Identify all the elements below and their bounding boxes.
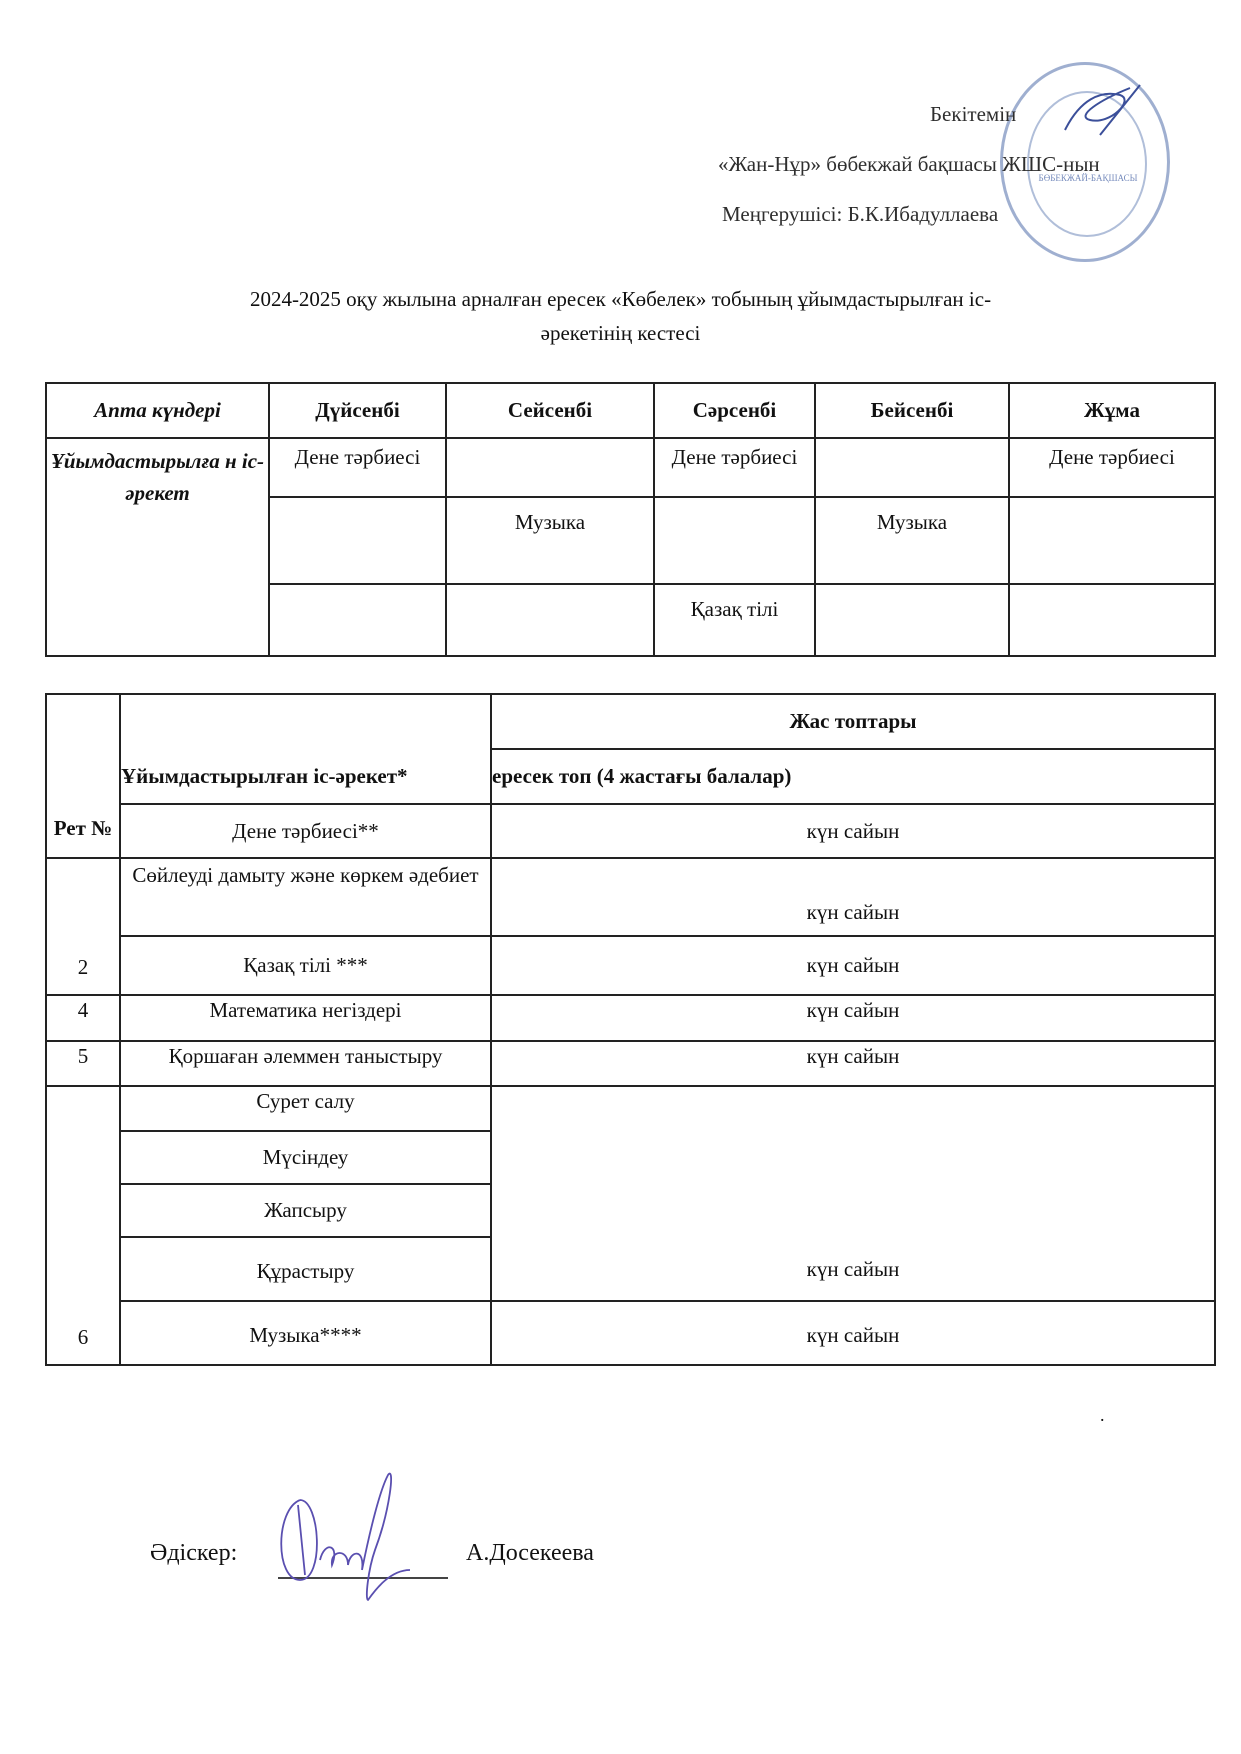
- activity-name: Құрастыру: [120, 1237, 491, 1301]
- table-row: [46, 858, 1215, 936]
- day-tuesday: Сейсенбі: [446, 383, 654, 438]
- document-title: [0, 282, 1241, 350]
- schedule-cell: [654, 497, 815, 584]
- day-friday: Жұма: [1009, 383, 1215, 438]
- table-row: [46, 995, 1215, 1041]
- schedule-cell: Қазақ тілі: [654, 584, 815, 656]
- schedule-cell: [1009, 584, 1215, 656]
- table-row: [46, 936, 1215, 995]
- schedule-cell: [269, 497, 446, 584]
- schedule-cell: [815, 438, 1009, 497]
- approval-director: Меңгерушісі: Б.К.Ибадуллаева: [722, 202, 999, 226]
- row-number: 5: [46, 1041, 120, 1086]
- activity-name: Музыка****: [120, 1301, 491, 1365]
- table-row: [46, 1301, 1215, 1365]
- schedule-cell: [1009, 497, 1215, 584]
- methodist-signature-icon: [270, 1470, 460, 1605]
- weekly-schedule-table: [45, 382, 1216, 657]
- activity-frequency: күн сайын: [491, 995, 1215, 1041]
- activity-name: Мүсіндеу: [120, 1131, 491, 1184]
- schedule-cell: Музыка: [446, 497, 654, 584]
- age-groups-header: Жас топтары: [491, 694, 1215, 749]
- row-number: 6: [46, 1086, 120, 1365]
- schedule-cell: Дене тәрбиесі: [1009, 438, 1215, 497]
- activity-frequency: күн сайын: [491, 1301, 1215, 1365]
- schedule-cell: Дене тәрбиесі: [269, 438, 446, 497]
- activity-frequency-table: [45, 693, 1216, 1366]
- approval-organization: «Жан-Нұр» бөбекжай бақшасы ЖШС-нын: [718, 152, 1100, 176]
- title-line-2: әрекетінің кестесі: [540, 321, 701, 345]
- approval-title: Бекітемін: [930, 102, 1017, 126]
- organized-activity-label: Ұйымдастырылға н іс-әрекет: [46, 438, 269, 656]
- activity-header: Ұйымдастырылған іс-әрекет*: [120, 694, 491, 804]
- day-wednesday: Сәрсенбі: [654, 383, 815, 438]
- schedule-cell: [269, 584, 446, 656]
- number-header: Рет №: [46, 694, 120, 858]
- activity-name: Сурет салу: [120, 1086, 491, 1131]
- schedule-cell: Музыка: [815, 497, 1009, 584]
- title-line-1: 2024-2025 оқу жылына арналған ересек «Көбелек» тобының ұйымдастырылған іс-: [249, 287, 992, 311]
- stamp-text: БӨБЕКЖАЙ-БАҚШАСЫ: [1038, 173, 1138, 183]
- table-row: [46, 1086, 1215, 1131]
- activity-name: Қоршаған әлеммен таныстыру: [120, 1041, 491, 1086]
- methodist-role: Әдіскер:: [150, 1540, 238, 1566]
- trailing-dot: .: [1100, 1405, 1105, 1425]
- week-days-label: Апта күндері: [46, 383, 269, 438]
- row-number: 2: [46, 858, 120, 995]
- row-number: 4: [46, 995, 120, 1041]
- director-signature-icon: [1060, 80, 1150, 150]
- schedule-cell: [446, 584, 654, 656]
- activity-name: Сөйлеуді дамыту және көркем әдебиет: [120, 858, 491, 936]
- activity-frequency: күн сайын: [491, 804, 1215, 858]
- schedule-cell: [815, 584, 1009, 656]
- activity-name: Дене тәрбиесі**: [120, 804, 491, 858]
- activity-frequency: күн сайын: [491, 936, 1215, 995]
- table-row: [46, 1041, 1215, 1086]
- activity-frequency: күн сайын: [491, 858, 1215, 936]
- methodist-name: А.Досекеева: [466, 1540, 594, 1566]
- group-header: ересек топ (4 жастағы балалар): [491, 749, 1215, 804]
- weekly-header-row: [46, 383, 1215, 438]
- activity-header-row: [46, 694, 1215, 749]
- activity-frequency: күн сайын: [491, 1086, 1215, 1301]
- schedule-cell: [446, 438, 654, 497]
- activity-name: Математика негіздері: [120, 995, 491, 1041]
- activity-name: Жапсыру: [120, 1184, 491, 1237]
- table-row: [46, 804, 1215, 858]
- activity-frequency: күн сайын: [491, 1041, 1215, 1086]
- weekly-row: [46, 438, 1215, 497]
- day-monday: Дүйсенбі: [269, 383, 446, 438]
- schedule-cell: Дене тәрбиесі: [654, 438, 815, 497]
- day-thursday: Бейсенбі: [815, 383, 1009, 438]
- activity-name: Қазақ тілі ***: [120, 936, 491, 995]
